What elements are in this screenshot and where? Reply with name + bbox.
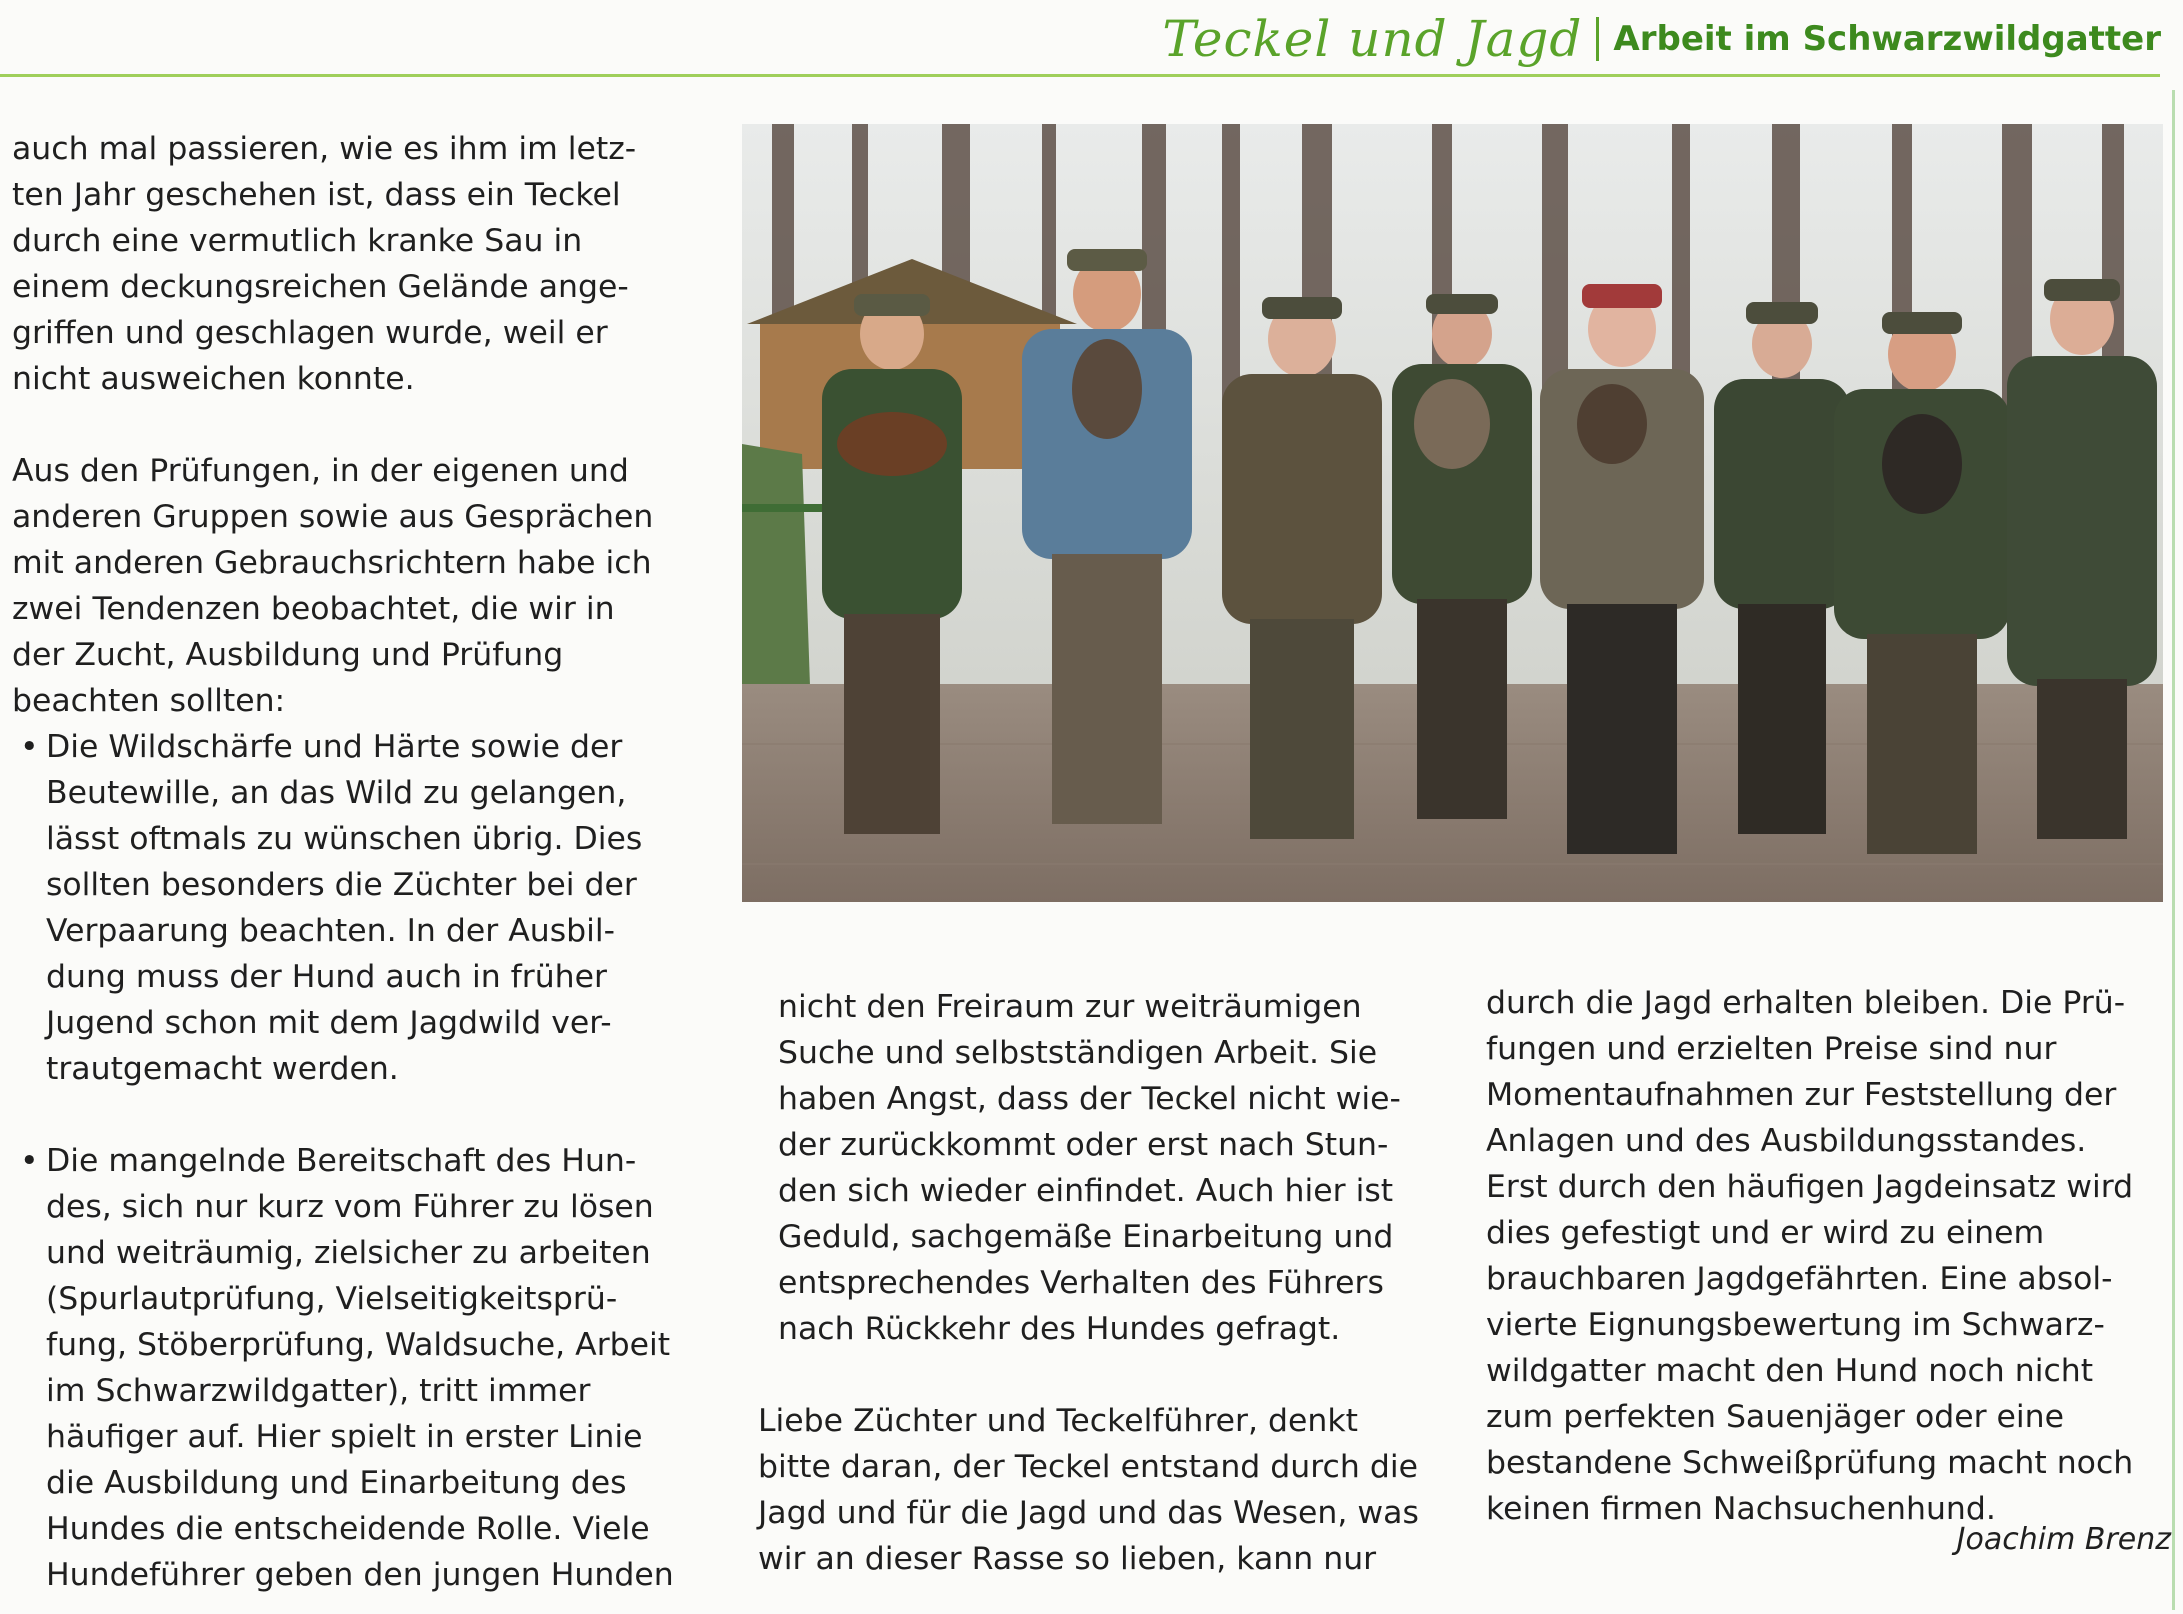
text-line: Jugend schon mit dem Jagdwild ver- <box>46 1005 612 1041</box>
text-line: auch mal passieren, wie es ihm im letz- <box>12 131 637 167</box>
author-signature: Joachim Brenz <box>1956 1522 2171 1557</box>
text-line: der zurückkommt oder erst nach Stun- <box>778 1127 1389 1163</box>
text-line: Beutewille, an das Wild zu gelangen, <box>46 775 627 811</box>
section-title: Teckel und Jagd <box>1162 10 1583 68</box>
paragraph <box>1486 980 2176 1532</box>
text-line: durch eine vermutlich kranke Sau in <box>12 223 583 259</box>
text-line: Die Wildschärfe und Härte sowie der <box>46 729 623 765</box>
text-line: Geduld, sachgemäße Einarbeitung und <box>778 1219 1394 1255</box>
paragraph <box>758 1398 1468 1582</box>
text-line: vierte Eignungsbewertung im Schwarz- <box>1486 1307 2105 1343</box>
text-line: Verpaarung beachten. In der Ausbil- <box>46 913 615 949</box>
text-column-1 <box>12 126 712 1598</box>
text-line: keinen firmen Nachsuchenhund. <box>1486 1491 1996 1527</box>
text-line: Aus den Prüfungen, in der eigenen und <box>12 453 629 489</box>
bullet-item <box>12 724 712 1092</box>
bullet-icon: • <box>20 729 39 765</box>
text-line: beachten sollten: <box>12 683 286 719</box>
text-line: und weiträumig, zielsicher zu arbeiten <box>46 1235 651 1271</box>
text-line: nicht den Freiraum zur weiträumigen <box>778 989 1362 1025</box>
text-line: Erst durch den häufigen Jagdeinsatz wird <box>1486 1169 2134 1205</box>
text-column-2 <box>758 984 1468 1582</box>
text-line: fung, Stöberprüfung, Waldsuche, Arbeit <box>46 1327 671 1363</box>
text-line: brauchbaren Jagdgefährten. Eine absol- <box>1486 1261 2113 1297</box>
text-line: dung muss der Hund auch in früher <box>46 959 607 995</box>
text-line: griffen und geschlagen wurde, weil er <box>12 315 608 351</box>
bullet-item <box>12 1138 712 1598</box>
text-line: dies gefestigt und er wird zu einem <box>1486 1215 2045 1251</box>
text-line: Momentaufnahmen zur Feststellung der <box>1486 1077 2117 1113</box>
text-line: Die mangelnde Bereitschaft des Hun- <box>46 1143 637 1179</box>
text-line: Hundeführer geben den jungen Hunden <box>46 1557 674 1593</box>
text-line: (Spurlautprüfung, Vielseitigkeitsprü- <box>46 1281 618 1317</box>
text-line: häufiger auf. Hier spielt in erster Linie <box>46 1419 643 1455</box>
text-line: durch die Jagd erhalten bleiben. Die Prü- <box>1486 985 2126 1021</box>
header-separator <box>1596 17 1599 61</box>
text-line: Jagd und für die Jagd und das Wesen, was <box>758 1495 1419 1531</box>
header-rule <box>0 74 2160 77</box>
paragraph <box>12 126 712 402</box>
paragraph <box>12 448 712 724</box>
text-line: bitte daran, der Teckel entstand durch die <box>758 1449 1418 1485</box>
text-line: Liebe Züchter und Teckelführer, denkt <box>758 1403 1358 1439</box>
text-line: sollten besonders die Züchter bei der <box>46 867 637 903</box>
text-line: mit anderen Gebrauchsrichtern habe ich <box>12 545 652 581</box>
bullet-icon: • <box>20 1143 39 1179</box>
text-line: Suche und selbstständigen Arbeit. Sie <box>778 1035 1378 1071</box>
text-line: bestandene Schweißprüfung macht noch <box>1486 1445 2134 1481</box>
text-line: nach Rückkehr des Hundes gefragt. <box>778 1311 1341 1347</box>
paragraph <box>778 984 1468 1352</box>
text-line: haben Angst, dass der Teckel nicht wie- <box>778 1081 1401 1117</box>
text-line: zwei Tendenzen beobachtet, die wir in <box>12 591 615 627</box>
group-photo <box>742 124 2163 902</box>
text-line: ten Jahr geschehen ist, dass ein Teckel <box>12 177 621 213</box>
text-line: zum perfekten Sauenjäger oder eine <box>1486 1399 2065 1435</box>
text-line: der Zucht, Ausbildung und Prüfung <box>12 637 564 673</box>
text-line: den sich wieder einfindet. Auch hier ist <box>778 1173 1394 1209</box>
text-line: Hundes die entscheidende Rolle. Viele <box>46 1511 650 1547</box>
text-line: wildgatter macht den Hund noch nicht <box>1486 1353 2094 1389</box>
text-line: des, sich nur kurz vom Führer zu lösen <box>46 1189 654 1225</box>
text-line: entsprechendes Verhalten des Führers <box>778 1265 1384 1301</box>
text-line: wir an dieser Rasse so lieben, kann nur <box>758 1541 1377 1577</box>
page-header <box>1162 6 2161 72</box>
text-line: Anlagen und des Ausbildungsstandes. <box>1486 1123 2087 1159</box>
topic-title: Arbeit im Schwarzwildgatter <box>1613 19 2161 59</box>
text-line: einem deckungsreichen Gelände ange- <box>12 269 629 305</box>
text-line: anderen Gruppen sowie aus Gesprächen <box>12 499 654 535</box>
text-line: nicht ausweichen konnte. <box>12 361 415 397</box>
text-column-3 <box>1486 980 2176 1532</box>
text-line: lässt oftmals zu wünschen übrig. Dies <box>46 821 643 857</box>
text-line: die Ausbildung und Einarbeitung des <box>46 1465 627 1501</box>
text-line: fungen und erzielten Preise sind nur <box>1486 1031 2057 1067</box>
text-line: im Schwarzwildgatter), tritt immer <box>46 1373 591 1409</box>
text-line: trautgemacht werden. <box>46 1051 399 1087</box>
